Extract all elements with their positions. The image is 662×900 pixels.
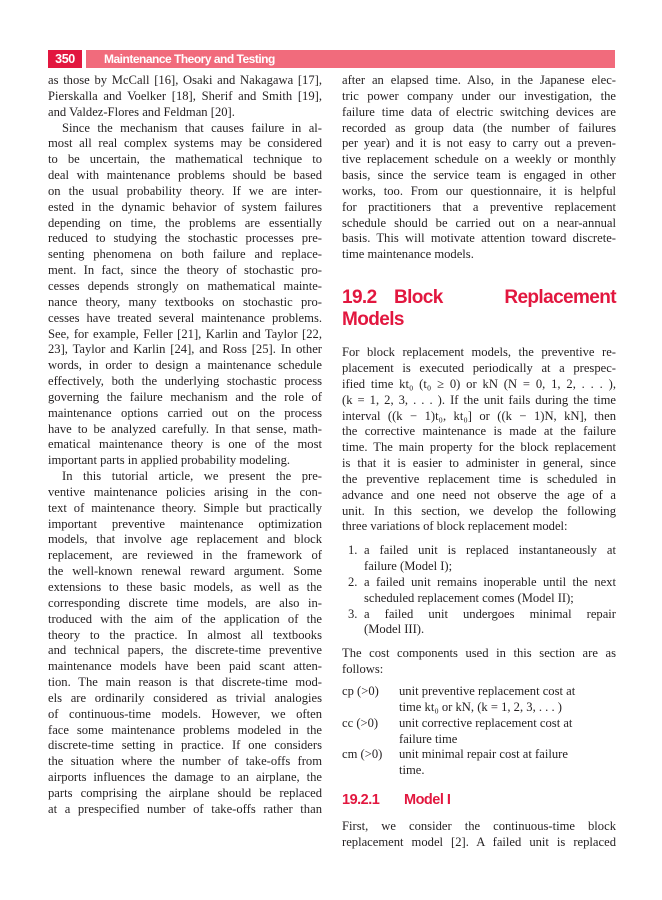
text-line: time kt₀ or kN, (k = 1, 2, 3, . . . ) [399,699,562,714]
text-line: discrete-time setting in practice. If one considers [48,738,322,753]
text-line: a failed unit undergoes minimal repair [364,606,616,621]
text-line: a failed unit remains inoperable until the next [364,574,616,589]
text-line: the situation where the number of take-offs from [48,754,322,769]
text-line: For block replacement models, the preventive re- [342,345,616,360]
text-line: replacement model [2]. A failed unit is replaced [342,834,616,849]
text-line: important preventive maintenance optimization [48,516,322,531]
text-line: ested in the dynamic behavior of system failures [48,199,322,214]
text-line: after an elapsed time. Also, in the Japanese elec- [342,73,616,87]
text-line: have to be analyzed carefully. In that sense, math- [48,421,322,436]
text-line: extensions to these basic models, as well as the [48,580,322,594]
text-line: text of maintenance theory. Simple but practically [48,500,322,515]
cost-row [342,747,616,779]
text-line: In this tutorial article, we present the pre- [62,469,322,484]
text-line: basis, since the service team is engaged in other [342,168,616,183]
text-line: ment. In fact, since the theory of stochastic pro- [48,263,322,278]
cost-symbol: cm (>0) [342,747,383,762]
text-line: schedule should be carried out on a near-annual [342,215,616,230]
right-column [342,73,616,851]
text-line: interval ((k − 1)t₀, kt₀] or ((k − 1)N, kN], then [342,408,616,423]
text-line: failure time [399,731,458,746]
list-item [342,543,616,575]
text-line: 23], Taylor and Karlin [24], and Ross [25]. In other [48,342,322,357]
text-line: per year) and it is not easy to carry out a preven- [342,136,616,151]
text-line: ematical maintenance theory is one of the most [48,437,322,452]
text-line: words, in order to design a maintenance schedule [48,358,322,373]
section-number: 19.2 [342,287,377,309]
text-line: is that it is easier to administer in general, since [342,456,616,471]
text-line: time. The main property for the block replacement [342,440,616,455]
text-line: time maintenance models. [342,247,474,262]
paragraph-mechanism [48,121,322,470]
text-line: scheduled replacement comes (Model II); [364,590,574,605]
text-line: senting phenomena on both failure and replace- [48,247,322,262]
text-line: effectively, both the underlying stochastic process [48,374,322,389]
list-number: 1. [348,543,358,558]
text-line: (Model III). [364,622,425,637]
text-line: tric power company under our investigation, the [342,88,616,103]
paragraph-tutorial [48,469,322,818]
text-line: recorded as group data (the number of failures [342,120,616,135]
text-line: on the usual probability theory. If we are inter- [48,183,322,198]
list-item [342,607,616,639]
text-line: most all real complex systems may be considered [48,136,322,151]
text-line: of continuous-time models. However, we often [48,706,322,721]
text-line: placement is executed periodically at a prespec- [342,360,616,375]
text-line: cesses have treated several maintenance problems. [48,310,322,325]
subsection-title: Model I [404,792,451,809]
page-number: 350 [48,50,82,68]
subsection-heading [342,791,616,809]
text-line: The cost components used in this section are as [342,646,616,661]
cost-row [342,684,616,716]
text-line: Pierskalla and Voelker [18], Sherif and Smith [19], [48,88,322,103]
text-line: the well-known renewal reward argument. Some [48,564,322,579]
paragraph-citations [48,73,322,121]
text-line: airports influences the damage to an airplane, the [48,770,322,785]
text-line: ified time kt₀ (t₀ ≥ 0) or kN (N = 0, 1, 2, . . . ), [342,376,616,391]
text-line: important parts in applied probability modeling. [48,453,291,468]
text-line: unit minimal repair cost at failure [399,747,568,762]
cost-definitions [342,684,616,779]
text-line: basis. This will motivate attention toward discrete- [342,231,616,246]
paragraph-block-replacement [342,345,616,535]
text-line: as those by McCall [16], Osaki and Nakagawa [17], [48,73,322,87]
model-variations-list [342,543,616,638]
text-line: First, we consider the continuous-time block [342,819,616,834]
text-line: three variations of block replacement model: [342,519,568,534]
text-line: reduced to studying the stochastic processes pre- [48,231,322,246]
text-line: See, for example, Feller [21], Karlin and Taylor [22, [48,326,322,341]
section-heading [342,287,616,331]
text-line: unit. In this section, we develop the following [342,503,616,518]
text-line: failure (Model I); [364,559,453,574]
cost-row [342,716,616,748]
text-line: theory to the practice. In almost all textbooks [48,627,322,642]
text-line: a failed unit is replaced instantaneously at [364,543,616,558]
text-line: for practitioners that a preventive replacement [342,199,616,214]
cost-description [399,684,616,716]
running-header [48,50,615,68]
text-line: the preventive replacement time is scheduled in [342,471,616,486]
text-line: corresponding discrete time models, are also in- [48,595,322,610]
text-line: and technical papers, the discrete-time preventive [48,643,322,658]
text-line: unit preventive replacement cost at [399,684,576,698]
paragraph-discrete-motivation [342,73,616,263]
text-line: to be uncertain, the mathematical technique to [48,152,322,167]
list-number: 2. [348,574,358,589]
paragraph-model-one [342,819,616,851]
text-line: models, that involve age replacement and block [48,532,322,547]
text-line: maintenance options carried out on the process [48,405,322,420]
text-line: at a prespecified number of take-offs rather than [48,801,322,816]
text-line: deal with maintenance problems should be based [48,168,322,183]
text-line: parts comprising the airplane should be replaced [48,785,322,800]
text-line: depending on time, the problems are essentially [48,215,322,230]
text-line: nance theory, many textbooks on stochastic pro- [48,294,322,309]
text-line: governing the failure mechanism and the role of [48,389,322,404]
cost-symbol: cc (>0) [342,715,379,730]
text-line: els are ordinarily considered as trivial analogies [48,690,322,705]
left-column [48,73,322,818]
section-title: Block Replacement Models [342,287,616,331]
cost-description [399,747,616,779]
text-line: follows: [342,662,384,677]
list-number: 3. [348,606,358,621]
text-line: the corrective maintenance is made at the failure [342,424,616,439]
text-line: troduced with the aim of the application of the [48,611,322,626]
text-line: face some maintenance problems modeled in the [48,722,322,737]
text-line: advance and one need not observe the age of a [342,487,616,502]
text-line: tion. The main reason is that discrete-time mod- [48,675,322,690]
text-line: and Valdez-Flores and Feldman [20]. [48,104,235,119]
text-line: replacement, are reviewed in the framework of [48,548,322,563]
text-line: failure time data of electric switching devices are [342,104,616,119]
list-item [342,575,616,607]
text-line: ventive maintenance policies arising in the con- [48,484,322,499]
text-line: Since the mechanism that causes failure in al- [62,120,322,135]
text-line: maintenance models have been paid scant atten- [48,659,322,674]
paragraph-cost-intro [342,646,616,678]
text-line: cesses depends strongly on mathematical mainte- [48,278,322,293]
text-line: works, too. From our questionnaire, it is helpful [342,183,616,198]
subsection-number: 19.2.1 [342,792,380,809]
text-line: unit corrective replacement cost at [399,715,573,730]
text-line: (k = 1, 2, 3, . . . ). If the unit fails during the time [342,392,616,407]
text-line: tive replacement schedule on a weekly or monthly [342,152,616,167]
cost-symbol: cp (>0) [342,684,379,698]
running-title: Maintenance Theory and Testing [86,50,615,68]
text-line: time. [399,763,425,778]
cost-description [399,716,616,748]
